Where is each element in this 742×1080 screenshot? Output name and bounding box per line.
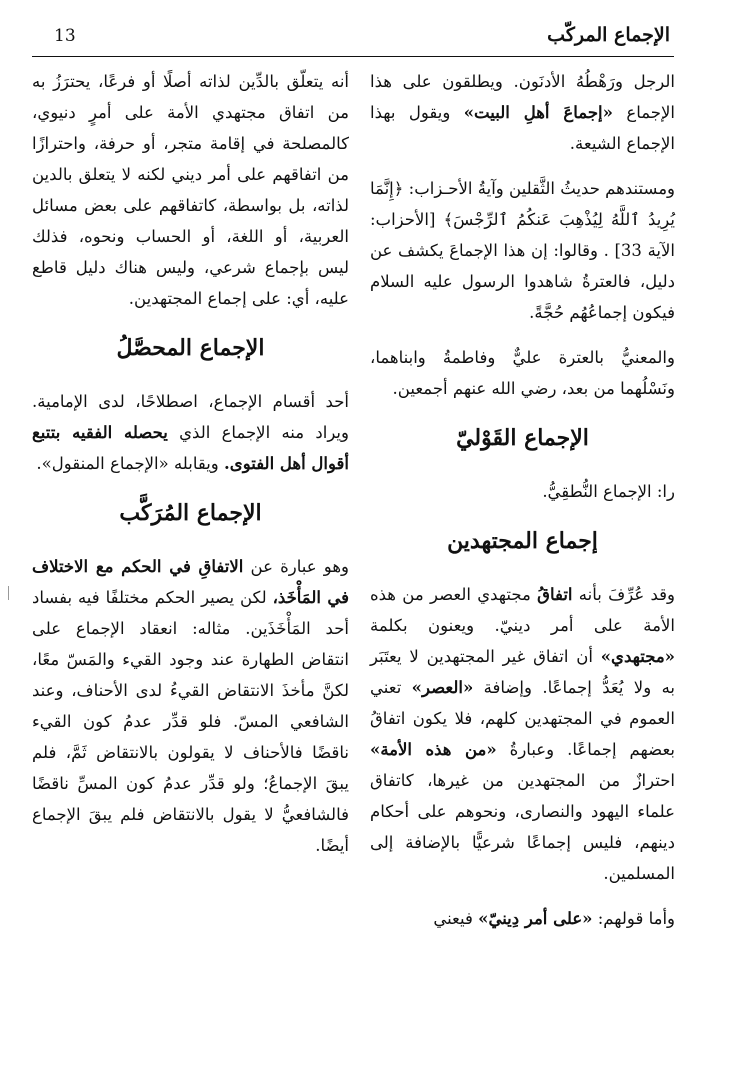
text-run: ويقول بهذا الإجماع الشيعة. (370, 103, 675, 153)
text-run: لكن يصير الحكم مختلفًا فيه بفساد أحد المَأْخَذَين. مثاله: انعقاد الإجماع على انتقاض الطهارة عند وجود القيء والمَسّ معًا، لكنَّ مأخذَ الانتقاض القيءُ لدى الأحناف، وعند الشافعي المسّ. فلو قدِّر عدمُ كون القيء ناقضًا فالأحناف لا يقولون بالانتقاض ثَمَّ، فلم يبقَ الإجماعُ؛ ولو قدِّر عدمُ كون المسِّ ناقضًا فالشافعيُّ لا يقول بالانتقاض فلم يبقَ الإجماع أيضًا. (32, 588, 349, 855)
left-column (32, 66, 349, 875)
entry-heading: إجماع المجتهدين (447, 528, 598, 554)
bold-text-run: «على أمر دِينيّ» (478, 909, 593, 928)
text-run: تعني العموم في المجتهدين كلهم، فلا يكون اتفاقُ بعضهم إجماعًا. وعبارةُ (370, 678, 675, 759)
paragraph: را: الإجماع النُّطقِيُّ. (542, 482, 675, 501)
paragraph: ومستندهم حديثُ الثَّقلين وآيةُ الأحـزاب: ﴿إِنَّمَا يُرِيدُ ٱللَّهُ لِيُذْهِبَ عَنكُمُ ٱلرِّجْسَ﴾ [الأحزاب: الآية 33] . وقالوا: إن هذا الإجماعَ يكشف عن دليل، فالعترةُ شاهدوا الرسول عليه السلام فيكون إجماعُهُم حُجَّةً. (370, 179, 675, 322)
text-run: أن اتفاق غير المجتهدين لا يعتَبَر به ولا يُعَدُّ إجماعًا. وإضافة (370, 647, 676, 697)
bold-text-run: «من هذه الأمة» (370, 740, 497, 759)
text-run: وقد عُرِّفَ بأنه (572, 585, 675, 604)
text-run: مجتهدي العصر من هذه الأمة على أمر دينيّ. ويعنون بكلمة (370, 585, 675, 635)
paragraph (370, 579, 675, 889)
paragraph (370, 66, 675, 159)
page-header (32, 22, 674, 57)
bold-text-run: الاتفاقِ في الحكم مع الاختلاف في المَأْخَذ، (32, 557, 349, 607)
text-run: احترازٌ من المجتهدين من غيرها، كاتفاق علماء اليهود والنصارى، ونحوهم على أحكام دينهم، فليس إجماعًا شرعيًّا بالإضافة إلى المسلمين. (370, 771, 675, 883)
paragraph (32, 386, 349, 479)
page-number: 13 (54, 26, 76, 46)
bold-text-run: «مجتهدي» (600, 647, 675, 666)
text-run: الرجل ورَهْطُهُ الأدنَون. ويطلقون على هذا الإجماع (370, 72, 675, 122)
margin-mark (8, 586, 9, 600)
paragraph (370, 903, 675, 934)
paragraph (32, 551, 349, 861)
entry-heading: الإجماع القَوْليّ (456, 425, 589, 451)
running-title: الإجماع المركّب (547, 24, 670, 46)
text-run: أحد أقسام الإجماع، اصطلاحًا، لدى الإمامية. ويراد منه الإجماع الذي (32, 392, 349, 442)
text-run: فيعني (433, 909, 479, 928)
text-run: ويقابله «الإجماع المنقول». (36, 454, 225, 473)
text-run: وهو عبارة عن (243, 557, 349, 576)
paragraph: أنه يتعلّق بالدِّين لذاته أصلًا أو فرعًا، يحترَزُ به من اتفاق مجتهدي الأمة على أمرٍ دنيوي، كالمصلحة في إقامة متجر، أو حرفة، واحترازًا من اتفاقهم على أمر ديني لكنه لا يتعلق بالدين لذاته، بل بواسطة، كاتفاقهم على بعض مسائل العربية، أو اللغة، أو الحساب ونحوه، فذلك ليس بإجماع شرعي، وليس هناك دليل قاطع عليه، أي: على إجماع المجتهدين. (32, 72, 349, 308)
entry-heading: الإجماع المحصَّلُ (116, 335, 265, 361)
paragraph: والمعنيُّ بالعترة عليٌّ وفاطمةُ وابناهما، ونَسْلُهما من بعد، رضي الله عنهم أجمعين. (370, 348, 675, 398)
bold-text-run: اتفاقُ (537, 585, 573, 604)
bold-text-run: يحصله الفقيه بتتبع أقوال أهل الفتوى. (32, 423, 349, 473)
right-column (370, 66, 675, 948)
text-run: وأما قولهم: (592, 909, 675, 928)
bold-text-run: «العصر» (411, 678, 474, 697)
entry-heading: الإجماع المُرَكَّب (119, 500, 262, 526)
bold-text-run: «إجماعَ أهلِ البيت» (463, 103, 613, 122)
